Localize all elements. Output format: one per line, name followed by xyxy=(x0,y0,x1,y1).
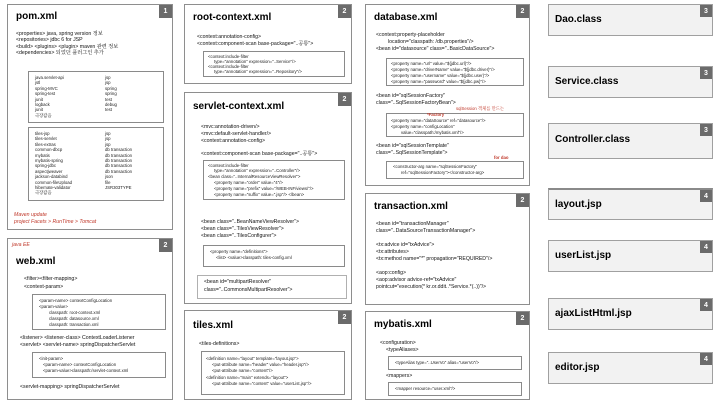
pom-line: <repositories> jdbc 6 for JSP xyxy=(16,37,83,44)
pom-line: <properties> java, spring version 정보 xyxy=(16,31,103,37)
web-line: <context-param> xyxy=(24,284,64,290)
mapper-line: <mapper resource="user.xml"/> xyxy=(395,386,456,391)
pom-title: pom.xml xyxy=(16,11,58,22)
datasource-prop: <property name="url" value="${jdbc.url}"/> xyxy=(391,61,472,66)
dependency-row: tiles-jsp jsp xyxy=(35,131,111,136)
servlet-context-card xyxy=(184,92,352,304)
web-line: <listener> <listener-class> ContextLoaderListener xyxy=(20,335,135,341)
mybatis-mapper-box xyxy=(388,382,522,396)
web-xml-card xyxy=(7,238,173,400)
dao-title: Dao.class xyxy=(555,14,602,25)
dependency-row: common-dbcp db transaction xyxy=(35,147,132,153)
init-line: <param-value>classpath:/servlet-context.xml xyxy=(43,368,129,373)
tiles-config-line: <property name="definitions"> xyxy=(210,249,268,254)
layout-title: layout.jsp xyxy=(555,199,602,210)
servlet-bean-line: <bean class="..TilesConfigurer"> xyxy=(201,233,277,239)
scan-line: <bean class="..InternalResourceViewResolver"> xyxy=(208,174,301,179)
tiles-def-line: <put-attribute name="content"/> xyxy=(212,368,273,373)
dependency-row: aspectjweaver db transaction xyxy=(35,168,132,174)
database-line: <context:property-placeholder xyxy=(376,32,445,38)
database-template-line: class="..SqlSessionTemplate"> xyxy=(376,150,448,156)
side-card-userlist xyxy=(548,240,713,272)
servlet-scan-line: <context:component-scan base-package="..공통"> xyxy=(201,151,318,157)
scan-line: <property name="suffix" value=".jsp"/> </bean> xyxy=(214,192,305,197)
tiles-title: tiles.xml xyxy=(193,320,234,331)
tiles-badge: 2 xyxy=(338,311,351,324)
service-title: Service.class xyxy=(555,76,619,87)
param-line: classpath: transaction.xml xyxy=(49,322,99,327)
dependency-row: jstl jsp xyxy=(35,80,111,86)
servlet-line: <context:annotation-config> xyxy=(201,138,266,144)
root-context-card xyxy=(184,4,352,84)
scan-line: <context:include-filter xyxy=(208,163,249,168)
pom-deps-box-2 xyxy=(28,127,164,201)
tiles-def-box xyxy=(201,351,345,395)
dependency-row: 극장값음 xyxy=(35,112,52,118)
dependency-row: mybatis db transaction xyxy=(35,152,132,158)
root-title: root-context.xml xyxy=(193,12,272,23)
transaction-title: transaction.xml xyxy=(374,201,448,212)
database-template-line: <bean id="sqlSessionTemplate" xyxy=(376,143,449,149)
param-line: <param-value> xyxy=(39,304,68,309)
editor-title: editor.jsp xyxy=(555,362,600,373)
root-filter-box xyxy=(203,51,345,77)
transaction-line: class="..DataSourceTransactionManager"> xyxy=(376,228,476,234)
transaction-line: <aop:advisor advice-ref="txAdvice" xyxy=(376,277,457,283)
alias-line: <typeAlias type="..UserVo" alias="userVo"/> xyxy=(395,360,479,365)
pom-line: <build> <plugins> <plugin> maven 관련 정보 xyxy=(16,43,119,50)
mybatis-badge: 2 xyxy=(516,312,529,325)
database-title: database.xml xyxy=(374,12,438,23)
dependency-row: common-fileUpload file xyxy=(35,179,111,185)
template-arg: <constructor-arg name="sqlSessionFactory" xyxy=(393,164,478,169)
side-card-controller xyxy=(548,123,713,159)
dependency-row: junit test xyxy=(35,107,112,113)
root-line: <context:component-scan base-package="..공통"> xyxy=(197,41,314,47)
servlet-badge: 2 xyxy=(338,93,351,106)
factory-prop: <property name="dataSource" ref="datasource"/> xyxy=(391,118,486,123)
scan-line: type="annotation" expression="..Controller"/> xyxy=(214,168,301,173)
root-badge: 2 xyxy=(338,5,351,18)
ajaxlist-badge: 4 xyxy=(700,299,712,311)
servlet-bean-line: <bean class="..BeanNameViewResolver"> xyxy=(201,219,300,225)
pom-note-maven: Maven update xyxy=(14,212,47,218)
dao-badge: 3 xyxy=(700,5,712,17)
database-factory-line: class="..SqlSessionFactoryBean"> xyxy=(376,100,456,106)
servlet-title: servlet-context.xml xyxy=(193,101,285,112)
transaction-badge: 2 xyxy=(516,194,529,207)
layout-badge: 4 xyxy=(700,190,712,202)
web-line: <servlet> <servlet-name> springDispatcherServlet xyxy=(20,342,136,348)
datasource-prop: <property name="password" value="${jdbc.pw}"/> xyxy=(391,79,486,84)
tiles-xml-card xyxy=(184,310,352,400)
database-factory-box xyxy=(386,113,524,137)
transaction-line: <tx:advice id="txAdvice"> xyxy=(376,242,435,248)
root-line: <context:annotation-config> xyxy=(197,34,262,40)
scan-line: <property name="order" value="4"/> xyxy=(214,180,283,185)
tiles-def-line: <definition name="layout" template="layout.jsp"> xyxy=(206,356,299,361)
dependency-row: java.servlet-api jsp xyxy=(35,75,111,80)
dependency-row: junit test xyxy=(35,96,112,102)
multipart-line: class="..CommonsMultipartResolver"> xyxy=(204,287,293,293)
pom-line: <dependencies> 되었던 플러그인 추가 xyxy=(16,50,104,57)
side-card-editor xyxy=(548,352,713,384)
filter-line: <context:include-filter xyxy=(208,54,249,59)
factory-prop: <property name="configLocation" xyxy=(391,124,455,129)
transaction-line: pointcut="execution(* kr.or.ddit..*Service.*(..))"/> xyxy=(376,284,487,290)
database-xml-card xyxy=(365,4,530,186)
param-line: classpath: datasource.xml xyxy=(49,316,99,321)
factory-highlight: *Factory xyxy=(427,112,445,117)
web-title: web.xml xyxy=(16,256,56,267)
datasource-prop: <property name="driverName" value="${jdbc.driver}"/> xyxy=(391,67,495,72)
database-props-box xyxy=(386,58,524,86)
scan-line: <property name="prefix" value="/WEB-INF/views/"/> xyxy=(214,186,314,191)
dependency-row: hibernate-validator JSR303TYPE xyxy=(35,185,132,191)
dependency-row: tiles-extras jsp xyxy=(35,141,111,147)
template-arg: ref="sqlSessionFactory"></constructor-arg> xyxy=(401,170,485,175)
transaction-line: <tx:attributes> xyxy=(376,249,409,255)
database-factory-line: <bean id="sqlSessionFactory" xyxy=(376,93,446,99)
mybatis-title: mybatis.xml xyxy=(374,319,432,330)
transaction-xml-card xyxy=(365,193,530,305)
servlet-bean-line: <bean class="..TilesViewResolver"> xyxy=(201,226,284,232)
transaction-line: <tx:method name="*" propagation="REQUIRED"/> xyxy=(376,256,493,262)
mybatis-xml-card xyxy=(365,311,530,400)
transaction-line: <aop:config> xyxy=(376,270,406,276)
mybatis-line: <configuration> xyxy=(380,340,416,346)
editor-badge: 4 xyxy=(700,353,712,365)
servlet-scan-box xyxy=(203,160,345,200)
pom-note-facets: project Facets > RunTime > Tomcat xyxy=(14,219,97,225)
tiles-def-line: <put-attribute name="header" value="header.jsp"/> xyxy=(212,362,309,367)
multipart-line: <bean id="multipartResolver" xyxy=(204,279,272,285)
dependency-row: mybatis-spring db transaction xyxy=(35,158,132,164)
param-line: classpath: root-context.xml xyxy=(49,310,101,315)
controller-title: Controller.class xyxy=(555,134,631,145)
transaction-line: <bean id="transactionManager" xyxy=(376,221,449,227)
filter-line: type="annotation" expression="..Service"/> xyxy=(214,59,296,64)
side-card-service xyxy=(548,66,713,98)
side-card-ajaxlist xyxy=(548,298,713,330)
pom-xml-card xyxy=(7,4,173,230)
init-line: <param-name> contextConfigLocation xyxy=(43,362,117,367)
dependency-row: jackson-databind json xyxy=(35,174,113,180)
pom-deps-box-1 xyxy=(28,71,164,123)
dependency-row: logback debug xyxy=(35,102,117,108)
database-line: <bean id="datasource" class="..BasicDataSource"> xyxy=(376,46,495,52)
servlet-line: <mvc:default-servlet-handler/> xyxy=(201,131,272,137)
web-init-box xyxy=(32,352,166,378)
web-param-box xyxy=(32,294,166,330)
dependency-row: spring-test spring xyxy=(35,91,117,97)
database-template-note: for dao xyxy=(494,155,509,160)
dependency-row: 극장값음 xyxy=(35,190,52,196)
service-badge: 3 xyxy=(700,67,712,79)
tiles-def-line: <put-attribute name="content" value="userList.jsp"/> xyxy=(212,381,312,386)
side-card-dao xyxy=(548,4,713,36)
web-line: <filter><filter-mapping> xyxy=(24,276,78,282)
side-card-layout xyxy=(548,188,713,220)
ajaxlist-title: ajaxListHtml.jsp xyxy=(555,308,632,319)
mybatis-line: <mappers> xyxy=(386,373,413,379)
servlet-multipart-box xyxy=(197,275,347,299)
tiles-def-line: <definition name="main" extends="layout"> xyxy=(206,375,289,380)
database-badge: 2 xyxy=(516,5,529,18)
tiles-config-line: <list> <value>classpath: tiles-config.xml xyxy=(216,255,292,260)
web-tag: java EE xyxy=(12,242,30,248)
param-line: <param-name> contextConfigLocation xyxy=(39,298,113,303)
database-factory-note: sqlSession 객체를 만드는 xyxy=(456,106,505,111)
init-line: <init-param> xyxy=(39,356,64,361)
servlet-line: <mvc:annotation-driven/> xyxy=(201,124,260,130)
web-badge: 2 xyxy=(159,239,172,252)
database-template-box xyxy=(386,161,524,179)
factory-prop: value="classpath:/mybatis.xml"/> xyxy=(401,130,464,135)
servlet-tiles-box xyxy=(203,245,345,267)
mybatis-alias-box xyxy=(388,356,522,370)
dependency-row: spring-MVC spring xyxy=(35,85,117,91)
filter-line: type="annotation" expression="..Repository"/> xyxy=(214,69,302,74)
dependency-row: tiles-servlet jsp xyxy=(35,136,111,142)
pom-badge: 1 xyxy=(159,5,172,18)
datasource-prop: <property name="username" value="${jdbc.user}"/> xyxy=(391,73,490,78)
database-line: location="classpath: /db.properties"/> xyxy=(388,39,474,45)
mybatis-line: <typeAliases> xyxy=(386,347,419,353)
dependency-row: spring-jdbc db transaction xyxy=(35,163,132,169)
filter-line: <context:include-filter xyxy=(208,64,249,69)
web-line: <servlet-mapping> springDispatcherServlet xyxy=(20,384,120,390)
controller-badge: 3 xyxy=(700,124,712,136)
userlist-badge: 4 xyxy=(700,241,712,253)
tiles-line: <tiles-definitions> xyxy=(199,341,240,347)
userlist-title: userList.jsp xyxy=(555,250,612,261)
